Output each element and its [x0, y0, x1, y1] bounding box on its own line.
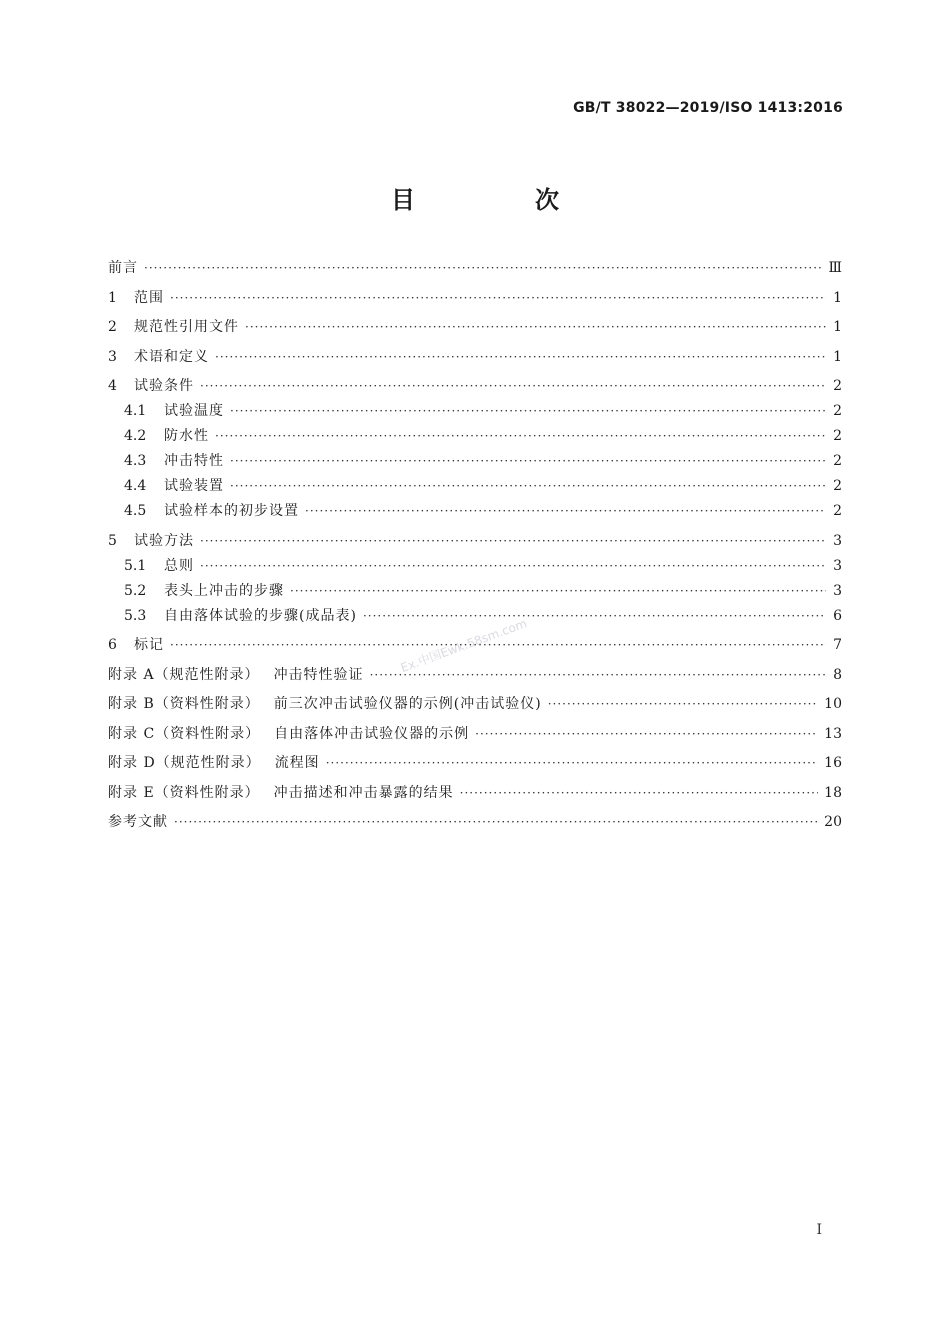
toc-section-number: 4.4: [124, 478, 147, 494]
toc-entry-label: 前三次冲击试验仪器的示例(冲击试验仪): [273, 696, 542, 712]
toc-section-number: 2: [108, 319, 117, 335]
dot-leader: [460, 783, 819, 803]
toc-entry-label: 前言: [108, 260, 138, 276]
toc-section-number: 4.3: [124, 453, 147, 469]
toc-page-number: 8: [833, 666, 842, 683]
dot-leader: [363, 606, 826, 626]
annex-designation: 附录 C（资料性附录）: [108, 725, 261, 742]
toc-entry[interactable]: [108, 426, 842, 446]
toc-page-number: 2: [833, 428, 842, 444]
toc-page-number: 2: [833, 453, 842, 469]
dot-leader: [215, 426, 826, 446]
toc-entry-label: 试验装置: [164, 478, 224, 494]
dot-leader: [326, 753, 818, 773]
toc-section-number: 1: [108, 289, 117, 306]
toc-entry[interactable]: [108, 347, 842, 367]
toc-page-number: 10: [824, 696, 842, 712]
toc-section-number: 4: [108, 378, 117, 394]
toc-entry-label: 自由落体试验的步骤(成品表): [164, 607, 357, 624]
toc-entry[interactable]: [108, 451, 842, 471]
toc-page-number: 2: [833, 503, 842, 519]
toc-entry-label: 冲击特性验证: [273, 666, 364, 683]
toc-entry-annex[interactable]: [108, 724, 842, 744]
toc-entry[interactable]: [108, 501, 842, 521]
toc-entry-label: 试验方法: [134, 532, 194, 549]
toc-entry-label: 规范性引用文件: [134, 319, 239, 335]
toc-page-number: 13: [824, 725, 842, 742]
toc-page-number: 2: [833, 478, 842, 494]
toc-page-number: Ⅲ: [828, 260, 842, 276]
toc-entry[interactable]: [108, 288, 842, 308]
annex-designation: 附录 E（资料性附录）: [108, 784, 260, 801]
annex-designation: 附录 B（资料性附录）: [108, 696, 260, 712]
toc-entry-label: 自由落体冲击试验仪器的示例: [274, 725, 470, 742]
toc-entry[interactable]: [108, 258, 842, 278]
toc-entry-label: 参考文献: [108, 814, 168, 830]
toc-entry-label: 试验温度: [164, 403, 224, 419]
watermark: Ex.中国Ewk.58sm.com: [398, 616, 529, 676]
toc-page-number: 1: [833, 348, 842, 365]
toc-entry-annex[interactable]: [108, 753, 842, 773]
dot-leader: [215, 347, 826, 367]
toc-entry-label: 标记: [134, 637, 164, 653]
toc-entry-label: 冲击特性: [164, 453, 224, 469]
dot-leader: [144, 258, 822, 278]
toc-page-number: 2: [833, 403, 842, 419]
dot-leader: [200, 376, 826, 396]
toc-entry-annex[interactable]: [108, 694, 842, 714]
toc-section-number: 4.5: [124, 503, 147, 519]
toc-entry[interactable]: [108, 556, 842, 576]
toc-entry-label: 试验条件: [134, 378, 194, 394]
toc-entry-annex[interactable]: [108, 783, 842, 803]
toc-entry-label: 试验样本的初步设置: [164, 503, 299, 519]
toc-section-number: 4.2: [124, 428, 147, 444]
page-title: 目 次: [391, 186, 607, 214]
toc-section-number: 6: [108, 637, 117, 653]
standard-code: GB/T 38022—2019/ISO 1413:2016: [573, 100, 843, 116]
toc-page-number: 16: [824, 755, 842, 771]
annex-designation: 附录 A（规范性附录）: [108, 666, 260, 683]
dot-leader: [245, 317, 826, 337]
toc-entry-label: 冲击描述和冲击暴露的结果: [273, 784, 454, 801]
toc-page-number: 7: [833, 637, 842, 653]
toc-entry[interactable]: [108, 376, 842, 396]
toc-entry[interactable]: [108, 317, 842, 337]
dot-leader: [170, 288, 826, 308]
toc-section-number: 5: [108, 532, 117, 549]
toc-page-number: 1: [833, 289, 842, 306]
dot-leader: [200, 531, 826, 551]
dot-leader: [305, 501, 826, 521]
dot-leader: [200, 556, 826, 576]
toc-entry[interactable]: [108, 401, 842, 421]
page-folio: I: [816, 1222, 822, 1238]
toc-entry-label: 术语和定义: [134, 348, 209, 365]
dot-leader: [548, 694, 818, 714]
toc-page-number: 18: [824, 784, 842, 801]
toc-page-number: 3: [833, 557, 842, 574]
dot-leader: [230, 451, 826, 471]
toc-entry[interactable]: [108, 476, 842, 496]
toc-entry[interactable]: [108, 531, 842, 551]
toc-entry-label: 总则: [164, 557, 194, 574]
toc-page-number: 3: [833, 582, 842, 599]
dot-leader: [230, 401, 826, 421]
toc-entry[interactable]: [108, 606, 842, 626]
toc-page-number: 1: [833, 319, 842, 335]
toc-section-number: 5.2: [124, 582, 147, 599]
dot-leader: [290, 581, 826, 601]
toc-page-number: 2: [833, 378, 842, 394]
annex-designation: 附录 D（规范性附录）: [108, 755, 261, 771]
toc-section-number: 5.1: [124, 557, 147, 574]
toc-section-number: 5.3: [124, 607, 147, 624]
toc-entry-label: 范围: [134, 289, 164, 306]
dot-leader: [475, 724, 818, 744]
toc-entry[interactable]: [108, 581, 842, 601]
dot-leader: [370, 665, 826, 685]
toc-entry-label: 表头上冲击的步骤: [164, 582, 284, 599]
dot-leader: [174, 812, 818, 832]
toc-entry[interactable]: [108, 812, 842, 832]
toc-section-number: 4.1: [124, 403, 147, 419]
toc-entry-label: 流程图: [274, 755, 320, 771]
toc-page-number: 20: [824, 814, 842, 830]
toc-entry-annex[interactable]: [108, 665, 842, 685]
toc-page-number: 6: [833, 607, 842, 624]
table-of-contents: [108, 258, 842, 832]
toc-page-number: 3: [833, 532, 842, 549]
toc-entry-label: 防水性: [164, 428, 209, 444]
dot-leader: [230, 476, 826, 496]
toc-section-number: 3: [108, 348, 117, 365]
